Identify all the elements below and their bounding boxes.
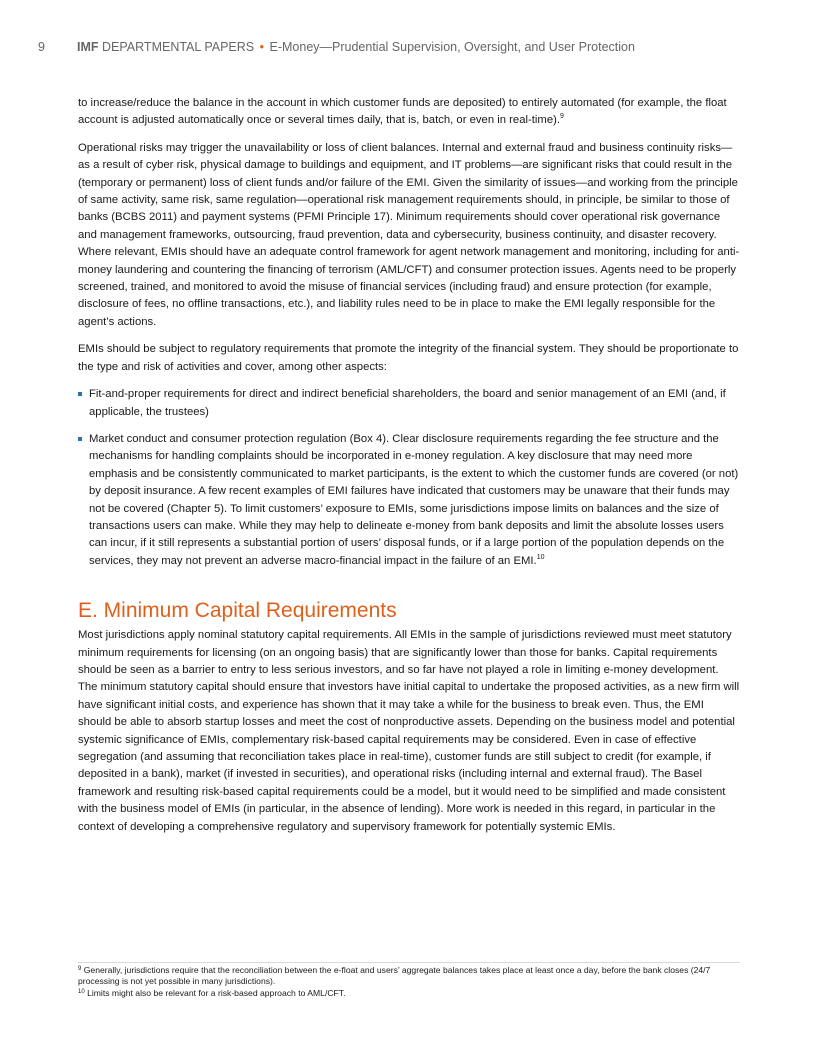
footnote-text: Generally, jurisdictions require that the reconciliation between the e-float and users’ aggregate balances takes place at least once a day, before the bank closes (24/7 processing is not yet possible in many jurisdictions). — [78, 965, 711, 987]
running-header — [38, 40, 746, 54]
footnote — [78, 965, 740, 988]
footnotes — [78, 962, 740, 999]
body-paragraph — [78, 627, 740, 836]
paragraph-text: Most jurisdictions apply nominal statutory capital requirements. All EMIs in the sample of jurisdictions reviewed must meet statutory minimum requirements for licensing (on an ongoing basis) that are significantly lower than those for banks. Capital requirements should be seen as a barrier to entry to less serious investors, and so far have not played a role in limiting e-money development. The minimum statutory capital should ensure that investors have initial capital to undertake the proposed activities, as a new firm will have significant initial costs, and experience has shown that it may take a while for the business to break even. Thus, the EMI should be able to absorb startup losses and meet the cost of nonproductive assets. Depending on the business model and potential systemic significance of EMIs, complementary risk-based capital requirements may be considered. Even in case of effective segregation (and assuming that reconciliation takes place in real-time), customer funds are still subject to credit (for example, if deposited in a bank), market (if invested in securities), and operational risks (including internal and external fraud). The Basel framework and resulting risk-based capital requirements could be a model, but it would need to be simplified and made consistent with the business model of EMIs (in particular, in the absence of lending). More work is needed in this regard, in particular in the context of developing a comprehensive regulatory and supervisory framework for potentially systemic EMIs. — [78, 629, 740, 833]
list-item — [78, 431, 740, 570]
footnote-number: 10 — [78, 988, 85, 995]
page-number: 9 — [38, 40, 45, 54]
bullet-list — [78, 386, 740, 570]
body-paragraph — [78, 140, 740, 331]
series-brand: IMF — [77, 40, 99, 54]
list-item — [78, 386, 740, 421]
footnote-ref[interactable]: 9 — [560, 113, 564, 121]
paragraph-text: to increase/reduce the balance in the account in which customer funds are deposited) to entirely automated (for example, the float account is adjusted automatically once or several times daily, that is, batch, or even in real-time). — [78, 97, 727, 127]
header-separator: • — [259, 40, 265, 54]
section-heading: E. Minimum Capital Requirements — [78, 599, 397, 623]
footnote-number: 9 — [78, 966, 82, 972]
body-paragraph — [78, 95, 740, 130]
paragraph-text: Operational risks may trigger the unavailability or loss of client balances. Internal and external fraud and business continuity risks—as a result of cyber risk, physical damage to buildings and equipment, and IT problems—are significant risks that could result in the (temporary or permanent) loss of client funds and/or failure of the EMI. Given the similarity of issues—and working from the principle of same activity, same risk, same regulation—operational risk management requirements should, in principle, be similar to those of banks (BCBS 2011) and payment systems (PFMI Principle 17). Minimum requirements should cover operational risk governance and management frameworks, outsourcing, fraud prevention, data and cybersecurity, business continuity, and disaster recovery. Where relevant, EMIs should have an adequate control framework for agent network management and monitoring, including for anti-money laundering and countering the financing of terrorism (AML/CFT) and consumer protection issues. Agents need to be properly screened, trained, and monitored to avoid the misuse of financial services (including fraud) and ensure protection (for example, disclosure of fees, no offline transactions, etc.), and liability rules need to be in place to make the EMI legally responsible for the agent’s actions. — [78, 141, 740, 328]
list-item-text: Fit-and-proper requirements for direct and indirect beneficial shareholders, the board and senior management of an EMI (and, if applicable, the trustees) — [89, 388, 726, 418]
body-paragraph — [78, 341, 740, 376]
footnote-text: Limits might also be relevant for a risk-based approach to AML/CFT. — [87, 987, 346, 998]
document-title: E-Money—Prudential Supervision, Oversight, and User Protection — [269, 40, 635, 54]
list-item-text: Market conduct and consumer protection regulation (Box 4). Clear disclosure requirements regarding the fee structure and the mechanisms for handling complaints should be incorporated in e-money regulation. A key disclosure that may need more emphasis and be consistently communicated to market participants, is the extent to which the customer funds are covered (or not) by deposit insurance. A few recent examples of EMI failures have indicated that customers may be unaware that their funds may not be covered (Chapter 5). To limit customers’ exposure to EMIs, some jurisdictions impose limits on balances and the size of transactions users can make. While they may help to delineate e-money from bank deposits and limit the absolute losses users can incur, if it still represents a substantial portion of users’ disposal funds, or if a large portion of the population depends on the services, they may not prevent an adverse macro-financial impact in the failure of an EMI. — [89, 432, 739, 567]
footnote — [78, 988, 740, 999]
paragraph-text: EMIs should be subject to regulatory requirements that promote the integrity of the financial system. They should be proportionate to the type and risk of activities and cover, among other aspects: — [78, 343, 739, 373]
square-bullet-icon — [78, 392, 82, 396]
square-bullet-icon — [78, 437, 82, 441]
main-content — [78, 95, 740, 846]
footnote-ref[interactable]: 10 — [536, 553, 545, 561]
series-name: DEPARTMENTAL PAPERS — [102, 40, 255, 54]
